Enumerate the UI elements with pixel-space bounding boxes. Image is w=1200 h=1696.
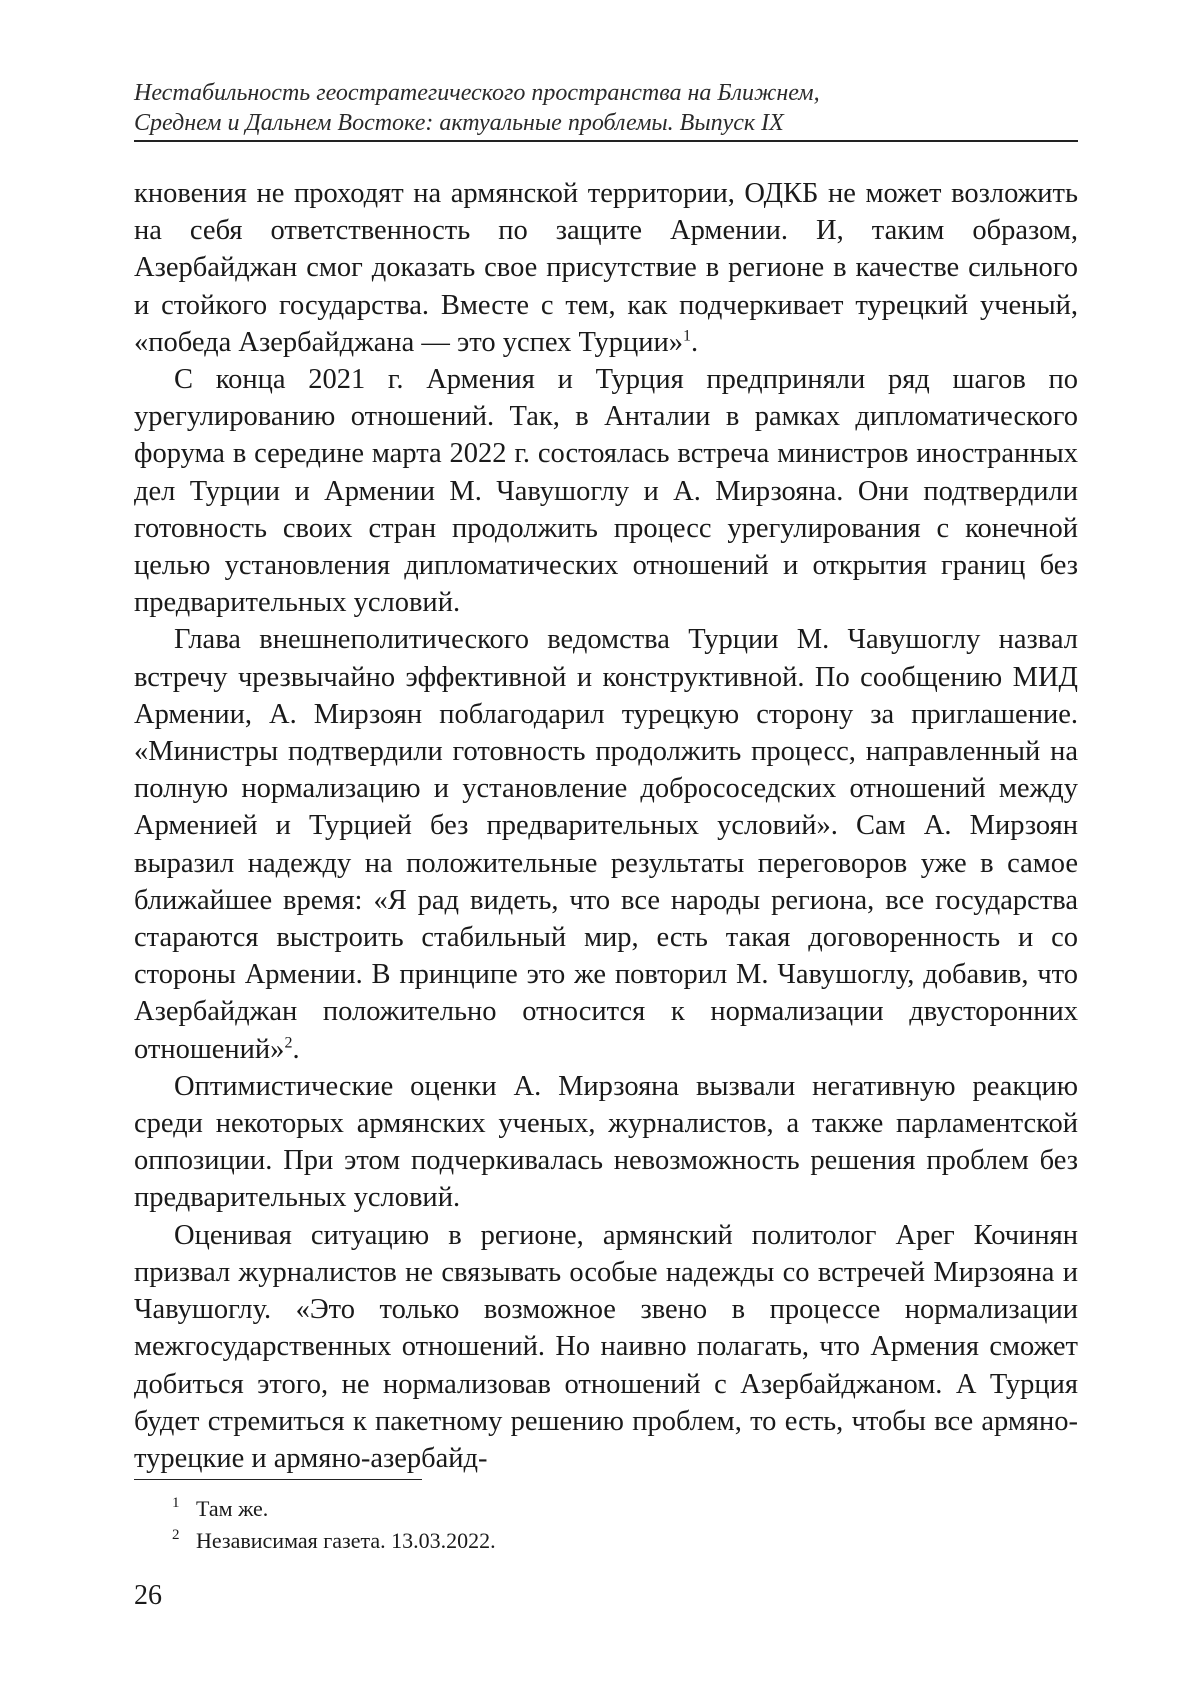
paragraph-2: С конца 2021 г. Армения и Турция предприняли ряд шагов по урегулированию отношений. Так, в Анталии в рамках дипломатического форума в середине марта 2022 г. состоялась встреча министров иностранных дел Турции и Армении М. Чавушоглу и А. Мирзояна. Они подтвердили готовность своих стран продолжить процесс урегулирования с конечной целью установления дипломатических отношений и открытия границ без предварительных условий. (134, 364, 1078, 619)
footnote-divider (134, 1479, 422, 1480)
footnote-ref-2[interactable]: 2 (284, 1034, 293, 1052)
header-divider (134, 140, 1078, 142)
paragraph-1: кновения не проходят на армянской территории, ОДКБ не может возложить на себя ответственность по защите Армении. И, таким образом, Азербайджан смог доказать свое присутствие в регионе в качестве сильного и стойкого государства. Вместе с тем, как подчеркивает турецкий ученый, «победа Азербайджана — это успех Турции»$^1$. (134, 178, 1078, 358)
paragraph-4: Оптимистические оценки А. Мирзояна вызвали негативную реакцию среди некоторых армянских ученых, журналистов, а также парламентской оппозиции. При этом подчеркивалась невозможность решения проблем без предварительных условий. (134, 1070, 1078, 1214)
running-header-line-2: Среднем и Дальнем Востоке: актуальные проблемы. Выпуск IX (134, 110, 784, 136)
main-text (134, 175, 1078, 1477)
footnote-number: 1 (172, 1495, 180, 1511)
footnote-text: Там же. (196, 1496, 269, 1521)
running-header (134, 78, 1078, 138)
footnote-number: 2 (172, 1527, 180, 1543)
paragraph-3: Глава внешнеполитического ведомства Турции М. Чавушоглу назвал встречу чрезвычайно эффективной и конструктивной. По сообщению МИД Армении, А. Мирзоян поблагодарил турецкую сторону за приглашение. «Министры подтвердили готовность продолжить процесс, направленный на полную нормализацию и установление добрососедских отношений между Арменией и Турцией без предварительных условий». Сам А. Мирзоян выразил надежду на положительные результаты переговоров уже в самое ближайшее время: «Я рад видеть, что все народы региона, все государства стараются выстроить стабильный мир, есть такая договоренность и со стороны Армении. В принципе это же повторил М. Чавушоглу, добавив, что Азербайджан положительно относится к нормализации двусторонних отношений»$^2$. (134, 624, 1078, 1065)
paragraph-5: Оценивая ситуацию в регионе, армянский политолог Арег Кочинян призвал журналистов не связывать особые надежды со встречей Мирзояна и Чавушоглу. «Это только возможное звено в процессе нормализации межгосударственных отношений. Но наивно полагать, что Армения сможет добиться этого, не нормализовав отношений с Азербайджаном. А Турция будет стремиться к пакетному решению проблем, то есть, чтобы все армяно-турецкие и армяно-азербайд- (134, 1219, 1078, 1474)
footnotes (172, 1493, 1072, 1557)
footnote-1 (172, 1493, 1072, 1525)
page-number: 26 (134, 1580, 162, 1611)
footnote-text: Независимая газета. 13.03.2022. (196, 1528, 496, 1553)
footnote-2 (172, 1525, 1072, 1557)
footnote-ref-1[interactable]: 1 (683, 327, 692, 345)
running-header-line-1: Нестабильность геостратегического пространства на Ближнем, (134, 80, 820, 106)
